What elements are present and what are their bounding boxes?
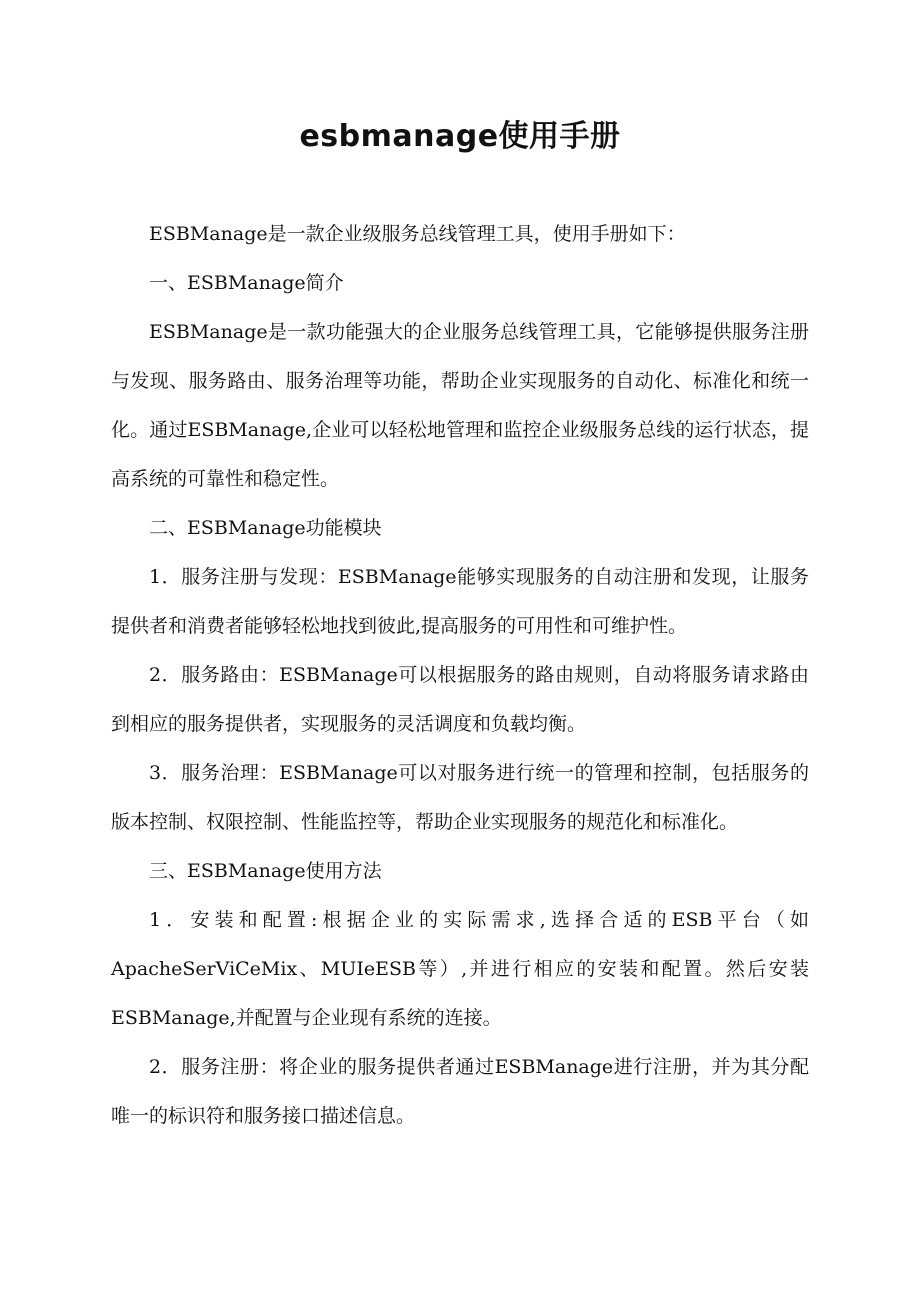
section-heading-modules: 二、ESBManage功能模块	[149, 517, 382, 539]
usage-item-install: 1．安装和配置:根据企业的实际需求,选择合适的ESB平台（如ApacheSerViCeMix、MUIeESB等）,并进行相应的安装和配置。然后安装ESBManage,并配置与企业现有系统的连接。	[111, 909, 809, 1029]
module-item-routing: 2．服务路由：ESBManage可以根据服务的路由规则，自动将服务请求路由到相应的服务提供者，实现服务的灵活调度和负载均衡。	[111, 664, 809, 735]
intro-paragraph: ESBManage是一款企业级服务总线管理工具，使用手册如下：	[149, 223, 686, 245]
module-item-registration: 1．服务注册与发现：ESBManage能够实现服务的自动注册和发现，让服务提供者和消费者能够轻松地找到彼此,提高服务的可用性和可维护性。	[111, 566, 809, 637]
overview-paragraph: ESBManage是一款功能强大的企业服务总线管理工具，它能够提供服务注册与发现、服务路由、服务治理等功能，帮助企业实现服务的自动化、标准化和统一化。通过ESBManage,企业可以轻松地管理和监控企业级服务总线的运行状态，提高系统的可靠性和稳定性。	[111, 321, 809, 490]
section-heading-overview: 一、ESBManage简介	[149, 272, 344, 294]
document-body	[111, 210, 809, 1141]
section-heading-usage: 三、ESBManage使用方法	[149, 860, 382, 882]
module-item-governance: 3．服务治理：ESBManage可以对服务进行统一的管理和控制，包括服务的版本控制、权限控制、性能监控等，帮助企业实现服务的规范化和标准化。	[111, 762, 809, 833]
usage-item-register: 2．服务注册：将企业的服务提供者通过ESBManage进行注册，并为其分配唯一的标识符和服务接口描述信息。	[111, 1056, 809, 1127]
document-title: esbmanage使用手册	[299, 119, 621, 154]
